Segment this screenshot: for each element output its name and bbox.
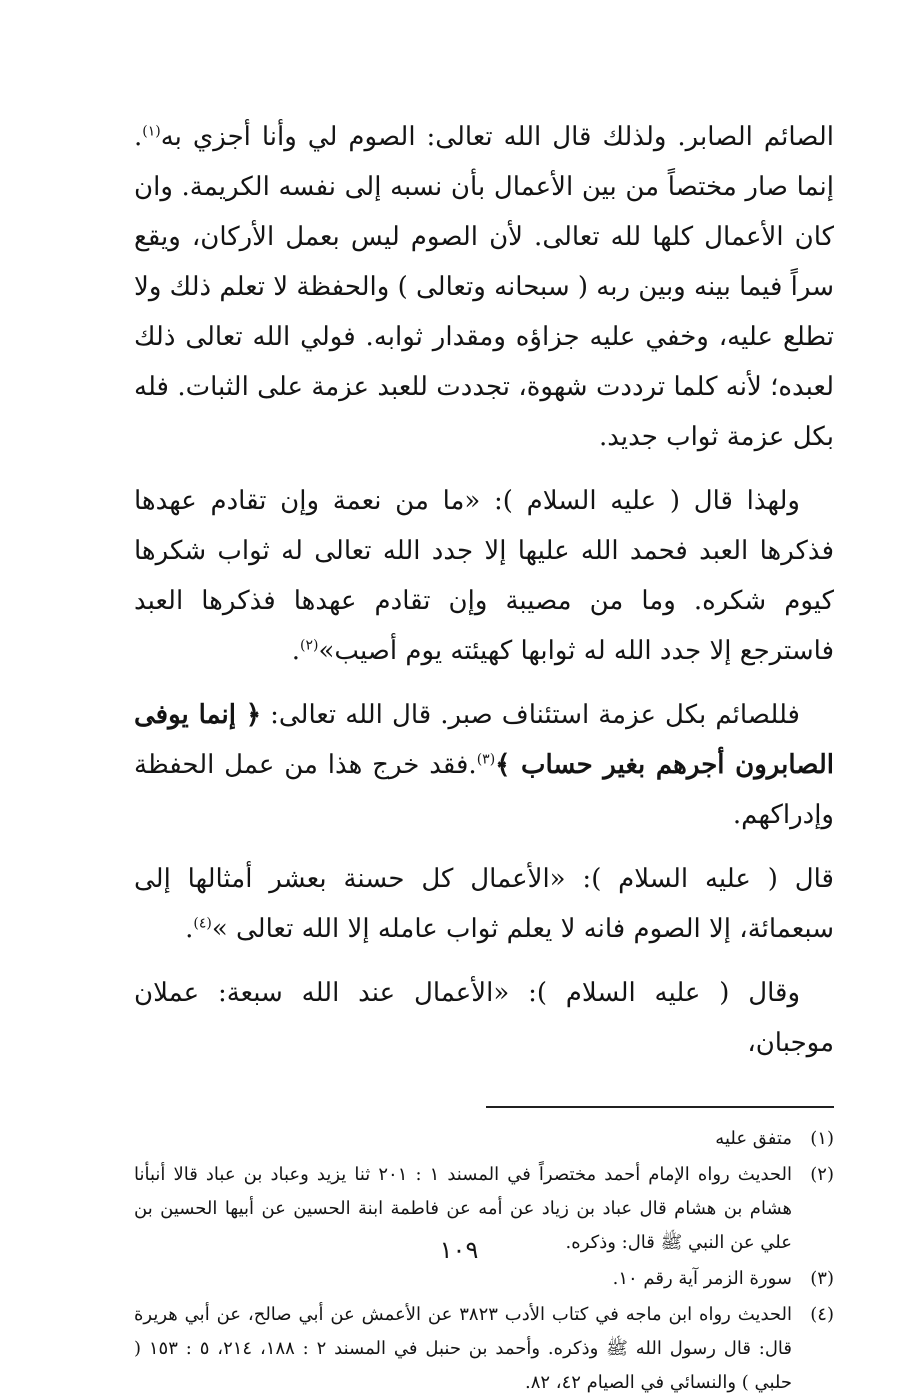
quran-verse: ﴿ إنما يوفى الصابرون أجرهم بغير حساب ﴾ bbox=[134, 700, 834, 780]
paragraph-4-text-b: . bbox=[185, 914, 194, 944]
footnote-number: (٤) bbox=[810, 1304, 834, 1325]
paragraph-2-text-b: . bbox=[291, 636, 301, 666]
footnote-number: (١) bbox=[810, 1128, 834, 1149]
footnote-4 bbox=[134, 1298, 834, 1400]
paragraph-5-text-a: وقال ( عليه السلام ): «الأعمال عند الله سبعة: عملان موجبان، bbox=[134, 978, 834, 1058]
footnote-ref-1[interactable]: (١) bbox=[142, 123, 161, 140]
paragraph-1-text-b: . إنما صار مختصاً من بين الأعمال بأن نسبه إلى نفسه الكريمة. وان كان الأعمال كلها لله تعالى. لأن الصوم ليس بعمل الأركان، ويقع سراً فيما بينه وبين ربه ( سبحانه وتعالى ) والحفظة لا تعلم ذلك ولا تطلع عليه، وخفي عليه جزاؤه ومقدار ثوابه. فولي الله تعالى ذلك لعبده؛ لأنه كلما ترددت شهوة، تجددت للعبد عزمة على الثبات. فله بكل عزمة ثواب جديد. bbox=[134, 122, 834, 452]
paragraph-5 bbox=[134, 968, 834, 1068]
footnote-ref-4[interactable]: (٤) bbox=[193, 915, 212, 932]
main-text bbox=[134, 112, 834, 1068]
footnote-divider bbox=[486, 1106, 834, 1108]
footnote-text: الحديث رواه ابن ماجه في كتاب الأدب ٣٨٢٣ عن الأعمش عن أبي صالح، عن أبي هريرة قال: قال رسول الله ﷺ وذكره. وأحمد بن حنبل في المسند ٢ : ١٨٨، ٢١٤، ٥ : ١٥٣ ( حلبي ) والنسائي في الصيام ٤٢، ٨٢. bbox=[134, 1304, 793, 1393]
footnote-ref-3[interactable]: (٣) bbox=[476, 751, 496, 768]
paragraph-3-text-b: .فقد خرج هذا من عمل الحفظة وإدراكهم. bbox=[134, 750, 834, 830]
footnote-ref-2[interactable]: (٢) bbox=[300, 637, 319, 654]
paragraph-2-text-a: ولهذا قال ( عليه السلام ): «ما من نعمة وإن تقادم عهدها فذكرها العبد فحمد الله عليها إلا جدد الله تعالى له ثواب شكرها كيوم شكره. وما من مصيبة وإن تقادم عهدها فذكرها العبد فاسترجع إلا جدد الله له ثوابها كهيئته يوم أصيب» bbox=[134, 486, 834, 666]
paragraph-1 bbox=[134, 112, 834, 462]
paragraph-1-text-a: الصائم الصابر. ولذلك قال الله تعالى: الصوم لي وأنا أجزي به bbox=[160, 122, 834, 152]
paragraph-3-text-a: فللصائم بكل عزمة استئناف صبر. قال الله تعالى: bbox=[261, 700, 800, 730]
paragraph-4-text-a: قال ( عليه السلام ): «الأعمال كل حسنة بعشر أمثالها إلى سبعمائة، إلا الصوم فانه لا يعلم ثواب عامله إلا الله تعالى » bbox=[134, 864, 834, 944]
footnote-3 bbox=[134, 1262, 834, 1296]
footnote-text: متفق عليه bbox=[715, 1128, 792, 1149]
paragraph-4 bbox=[134, 854, 834, 954]
footnote-1 bbox=[134, 1122, 834, 1156]
footnote-text: الحديث رواه الإمام أحمد مختصراً في المسند ١ : ٢٠١ ثنا يزيد وعباد بن عباد قالا أنبأنا هشام بن هشام قال عباد بن زياد عن أمه عن فاطمة ابنة الحسين عن أبيها الحسين بن علي عن النبي ﷺ قال: وذكره. bbox=[134, 1164, 793, 1253]
paragraph-2 bbox=[134, 476, 834, 676]
page-number: ١٠٩ bbox=[439, 1236, 479, 1264]
footnote-number: (٣) bbox=[810, 1268, 834, 1289]
footnote-text: سورة الزمر آية رقم ١٠. bbox=[612, 1268, 792, 1289]
footnote-number: (٢) bbox=[810, 1164, 834, 1185]
paragraph-3 bbox=[134, 690, 834, 840]
